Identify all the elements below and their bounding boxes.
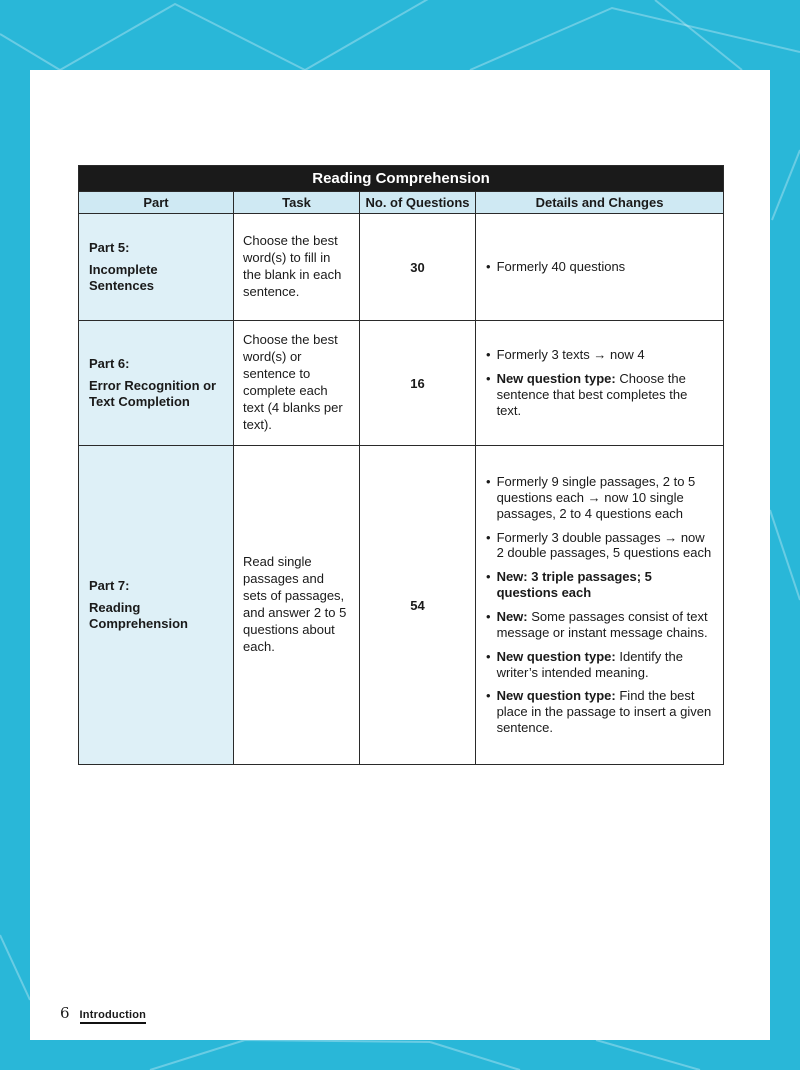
pattern-line [770,510,800,600]
part-name: Reading Comprehension [89,599,188,632]
column-header-row [79,192,724,214]
detail-text: New: 3 triple passages; 5 questions each [496,569,652,601]
part-cell [79,214,234,321]
part-label: Part 5: [89,239,130,255]
detail-bullet [486,569,713,601]
detail-bullet [486,371,713,419]
table-row [79,446,724,765]
bullet-icon: • [486,259,491,275]
footer-section-label: Introduction [80,1009,147,1024]
detail-bullet [486,259,713,275]
part-name: Error Recognition or Text Completion [89,377,217,410]
details-cell [476,446,724,765]
detail-text: New question type: Choose the sentence that best completes the text. [496,371,688,418]
detail-bullet [486,688,713,736]
part-cell [79,446,234,765]
task-cell: Choose the best word(s) or sentence to complete each text (4 blanks per text). [234,321,360,446]
detail-bullet [486,347,713,363]
bullet-icon: • [486,609,491,624]
question-count: 16 [360,321,476,446]
pattern-line [0,34,60,70]
part-label: Part 6: [89,355,130,371]
detail-text: Formerly 9 single passages, 2 to 5 questions each → now 10 single passages, 2 to 4 questions each [496,473,696,521]
reading-comprehension-table [78,165,724,765]
question-count: 30 [360,214,476,321]
details-cell [476,321,724,446]
table-row [79,321,724,446]
detail-bullet [486,649,713,681]
part-name: Incomplete Sentences [89,261,158,294]
detail-bullet [486,609,713,641]
pattern-line [60,4,305,70]
detail-text: Formerly 3 double passages → now 2 double passages, 5 questions each [496,529,712,561]
bullet-icon: • [486,371,491,387]
column-header-details: Details and Changes [476,192,724,214]
pattern-line [596,1040,700,1070]
part-cell [79,321,234,446]
detail-text: New: Some passages consist of text message or instant message chains. [496,609,708,640]
detail-bullet [486,474,713,522]
pattern-line [150,1040,430,1070]
detail-text: Formerly 3 texts → now 4 [496,347,645,363]
bullet-icon: • [486,529,491,545]
task-cell: Read single passages and sets of passages, and answer 2 to 5 questions about each. [234,446,360,765]
column-header-questions: No. of Questions [360,192,476,214]
detail-text: Formerly 40 questions [496,259,626,275]
bullet-icon: • [486,688,491,704]
bullet-icon: • [486,648,491,664]
detail-bullet [486,530,713,562]
detail-text: New question type: Identify the writer’s intended meaning. [496,648,683,680]
pattern-line [430,1042,520,1070]
bullet-icon: • [486,347,491,363]
pattern-line [0,935,30,1000]
detail-text: New question type: Find the best place in the passage to insert a given sentence. [496,688,712,736]
pattern-line [470,8,800,70]
column-header-part: Part [79,192,234,214]
question-count: 54 [360,446,476,765]
page-number: 6 [60,1004,70,1022]
pattern-line [772,150,800,220]
table-row [79,214,724,321]
pattern-line [305,0,435,70]
page-footer [60,1004,146,1024]
bullet-icon: • [486,569,491,585]
page-content [30,70,770,1040]
task-cell: Choose the best word(s) to fill in the blank in each sentence. [234,214,360,321]
column-header-task: Task [234,192,360,214]
details-cell [476,214,724,321]
table-title: Reading Comprehension [79,166,724,192]
part-label: Part 7: [89,577,130,593]
pattern-line [655,0,742,70]
bullet-icon: • [486,473,491,489]
